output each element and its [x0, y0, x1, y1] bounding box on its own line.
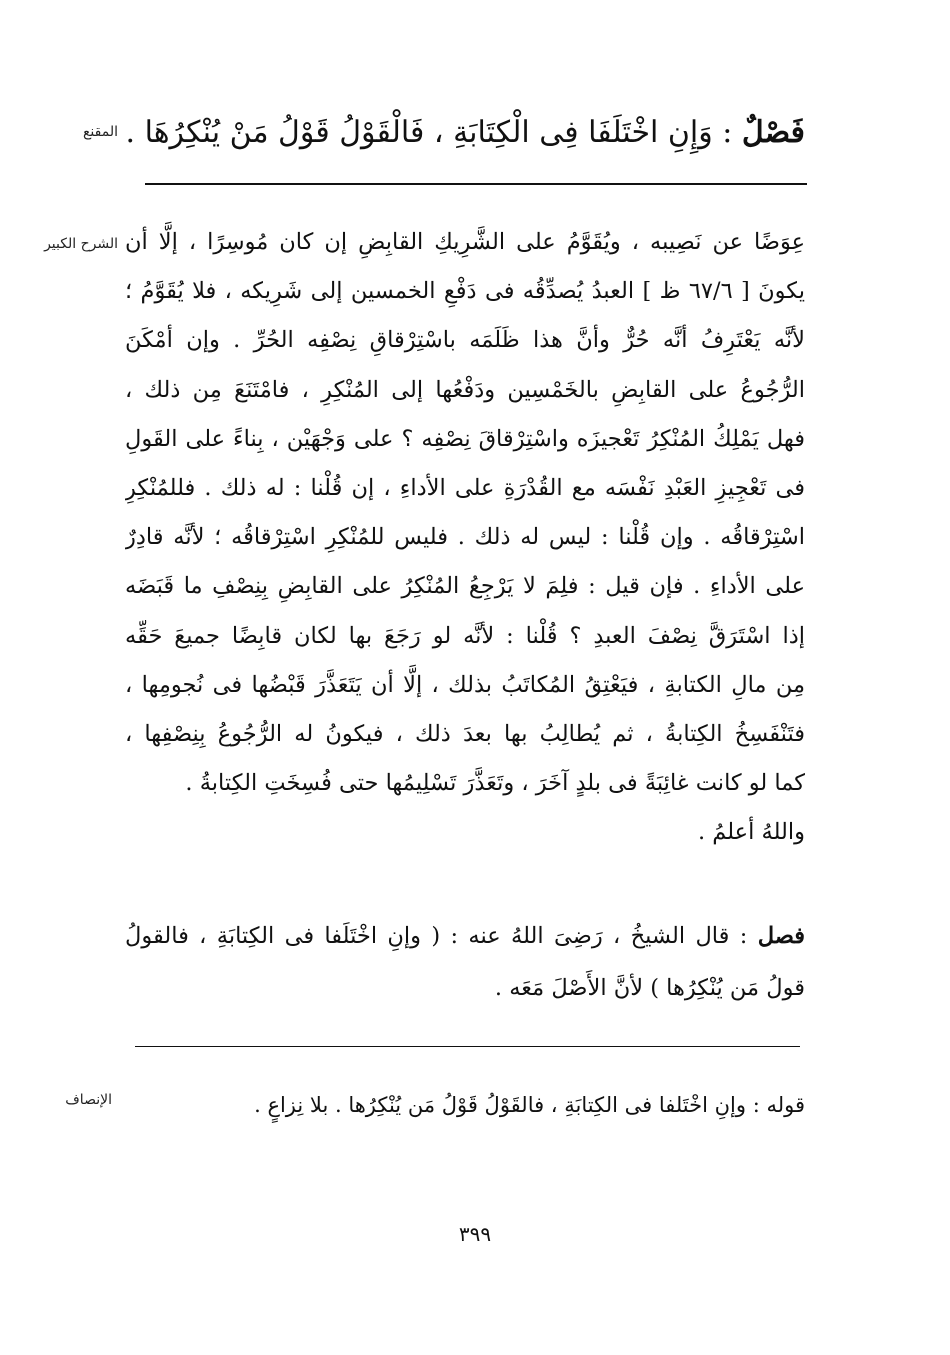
insaf-margin-label: الإنصاف [65, 1092, 112, 1108]
fasl-line-1-text: : قال الشيخُ ، رَضِىَ اللهُ عنه : ( وإنِ اخْتَلَفا فى الكِتابَةِ ، فالقولُ [125, 923, 748, 949]
page-number: ٣٩٩ [458, 1222, 492, 1246]
fasl-line [125, 910, 805, 962]
muqni-margin-label: المقنع [82, 124, 118, 140]
sharh-body [125, 218, 805, 858]
fasl-heading: فصل [757, 923, 805, 949]
muqni-heading: فَصْلٌ [741, 115, 805, 150]
sharh-line: إذا اسْتَرَقَّ نِصْفَ العبدِ ؟ قُلْنا : لأنَّه لو رَجَعَ بها لكان قابِضًا جميعَ حَقِّه [125, 622, 805, 649]
sharh-line: لأنَّه يَعْتَرِفُ أنَّه حُرٌّ وأنَّ هذا ظَلَمَه باسْتِرْقاقِ نِصْفِه الحُرِّ . وإن أمْكَنَ [125, 327, 805, 354]
insaf-text: قوله : وإنِ اخْتَلفا فى الكِتابَةِ ، فالقَوْلُ قَوْلُ مَن يُنْكِرُها . بلا نِزاعٍ . [254, 1093, 805, 1117]
sharh-line: يكونَ [ ٦٧/٦ ظ ] العبدُ يُصدِّقُه فى دَفْعِ الخمسين إلى شَرِيكه ، فلا يُقَوَّمُ ؛ [125, 278, 805, 305]
sharh-line: فى تَعْجِيزِ العَبْدِ نَفْسَه مع القُدْرَةِ على الأداءِ ، إن قُلْنا : له ذلك . فللمُنْكِرِ [125, 475, 805, 502]
muqni-divider [145, 183, 807, 185]
sharh-line: الرُّجُوعُ على القابِضِ بالخَمْسِين ودَفْعُها إلى المُنْكِرِ ، فامْتَنَعَ مِن ذلك ، [125, 376, 805, 403]
muqni-text [125, 105, 805, 161]
sharh-line: اسْتِرْقاقُه . وإن قُلْنا : ليس له ذلك . فليس للمُنْكِرِ اسْتِرْقاقُه ؛ لأنَّه قادِرٌ [125, 524, 805, 551]
sharh-line: مِن مالِ الكتابةِ ، فيَعْتِقُ المُكاتَبُ بذلك ، إلَّا أن يَتَعَذَّرَ قَبْضُها فى نُجومِها ، [125, 671, 805, 698]
sharh-line: واللهُ أعلمُ . [697, 819, 805, 846]
muqni-body: : وَإِنِ اخْتَلَفَا فِى الْكِتَابَةِ ، فَالْقَوْلُ قَوْلُ مَنْ يُنْكِرُهَا . [125, 115, 733, 150]
sharh-line: فهل يَمْلِكُ المُنْكِرُ تَعْجيزَه واسْتِرْقاقَ نِصْفِه ؟ على وَجْهَيْن ، بِناءً على القَولِ [125, 425, 805, 452]
sharh-line: عِوَضًا عن نَصِيبه ، ويُقَوَّمُ على الشَّرِيكِ القابِضِ إن كان مُوسِرًا ، إلَّا أن [125, 229, 805, 255]
sharh-margin-label: الشرح الكبير [44, 236, 118, 252]
sharh-divider [135, 1046, 800, 1047]
fasl-paragraph [125, 910, 805, 1014]
sharh-line: كما لو كانت غائِبَةً فى بلدٍ آخَرَ ، وتَعَذَّرَ تَسْلِيمُها حتى فُسِخَتِ الكِتابةُ . [185, 770, 805, 797]
sharh-line: على الأداءِ . فإن قيل : فلِمَ لا يَرْجِعُ المُنْكِرُ على القابِضِ بِنِصْفِ ما قَبَضَه [125, 573, 805, 600]
sharh-line: فتَنْفَسِخُ الكِتابةُ ، ثم يُطالِبُ بها بعدَ ذلك ، فيكونُ له الرُّجُوعُ بِنِصْفِها ، [125, 721, 805, 748]
fasl-line: قولُ مَن يُنْكِرُها ) لأنَّ الأَصْلَ مَعَه . [494, 975, 805, 1001]
